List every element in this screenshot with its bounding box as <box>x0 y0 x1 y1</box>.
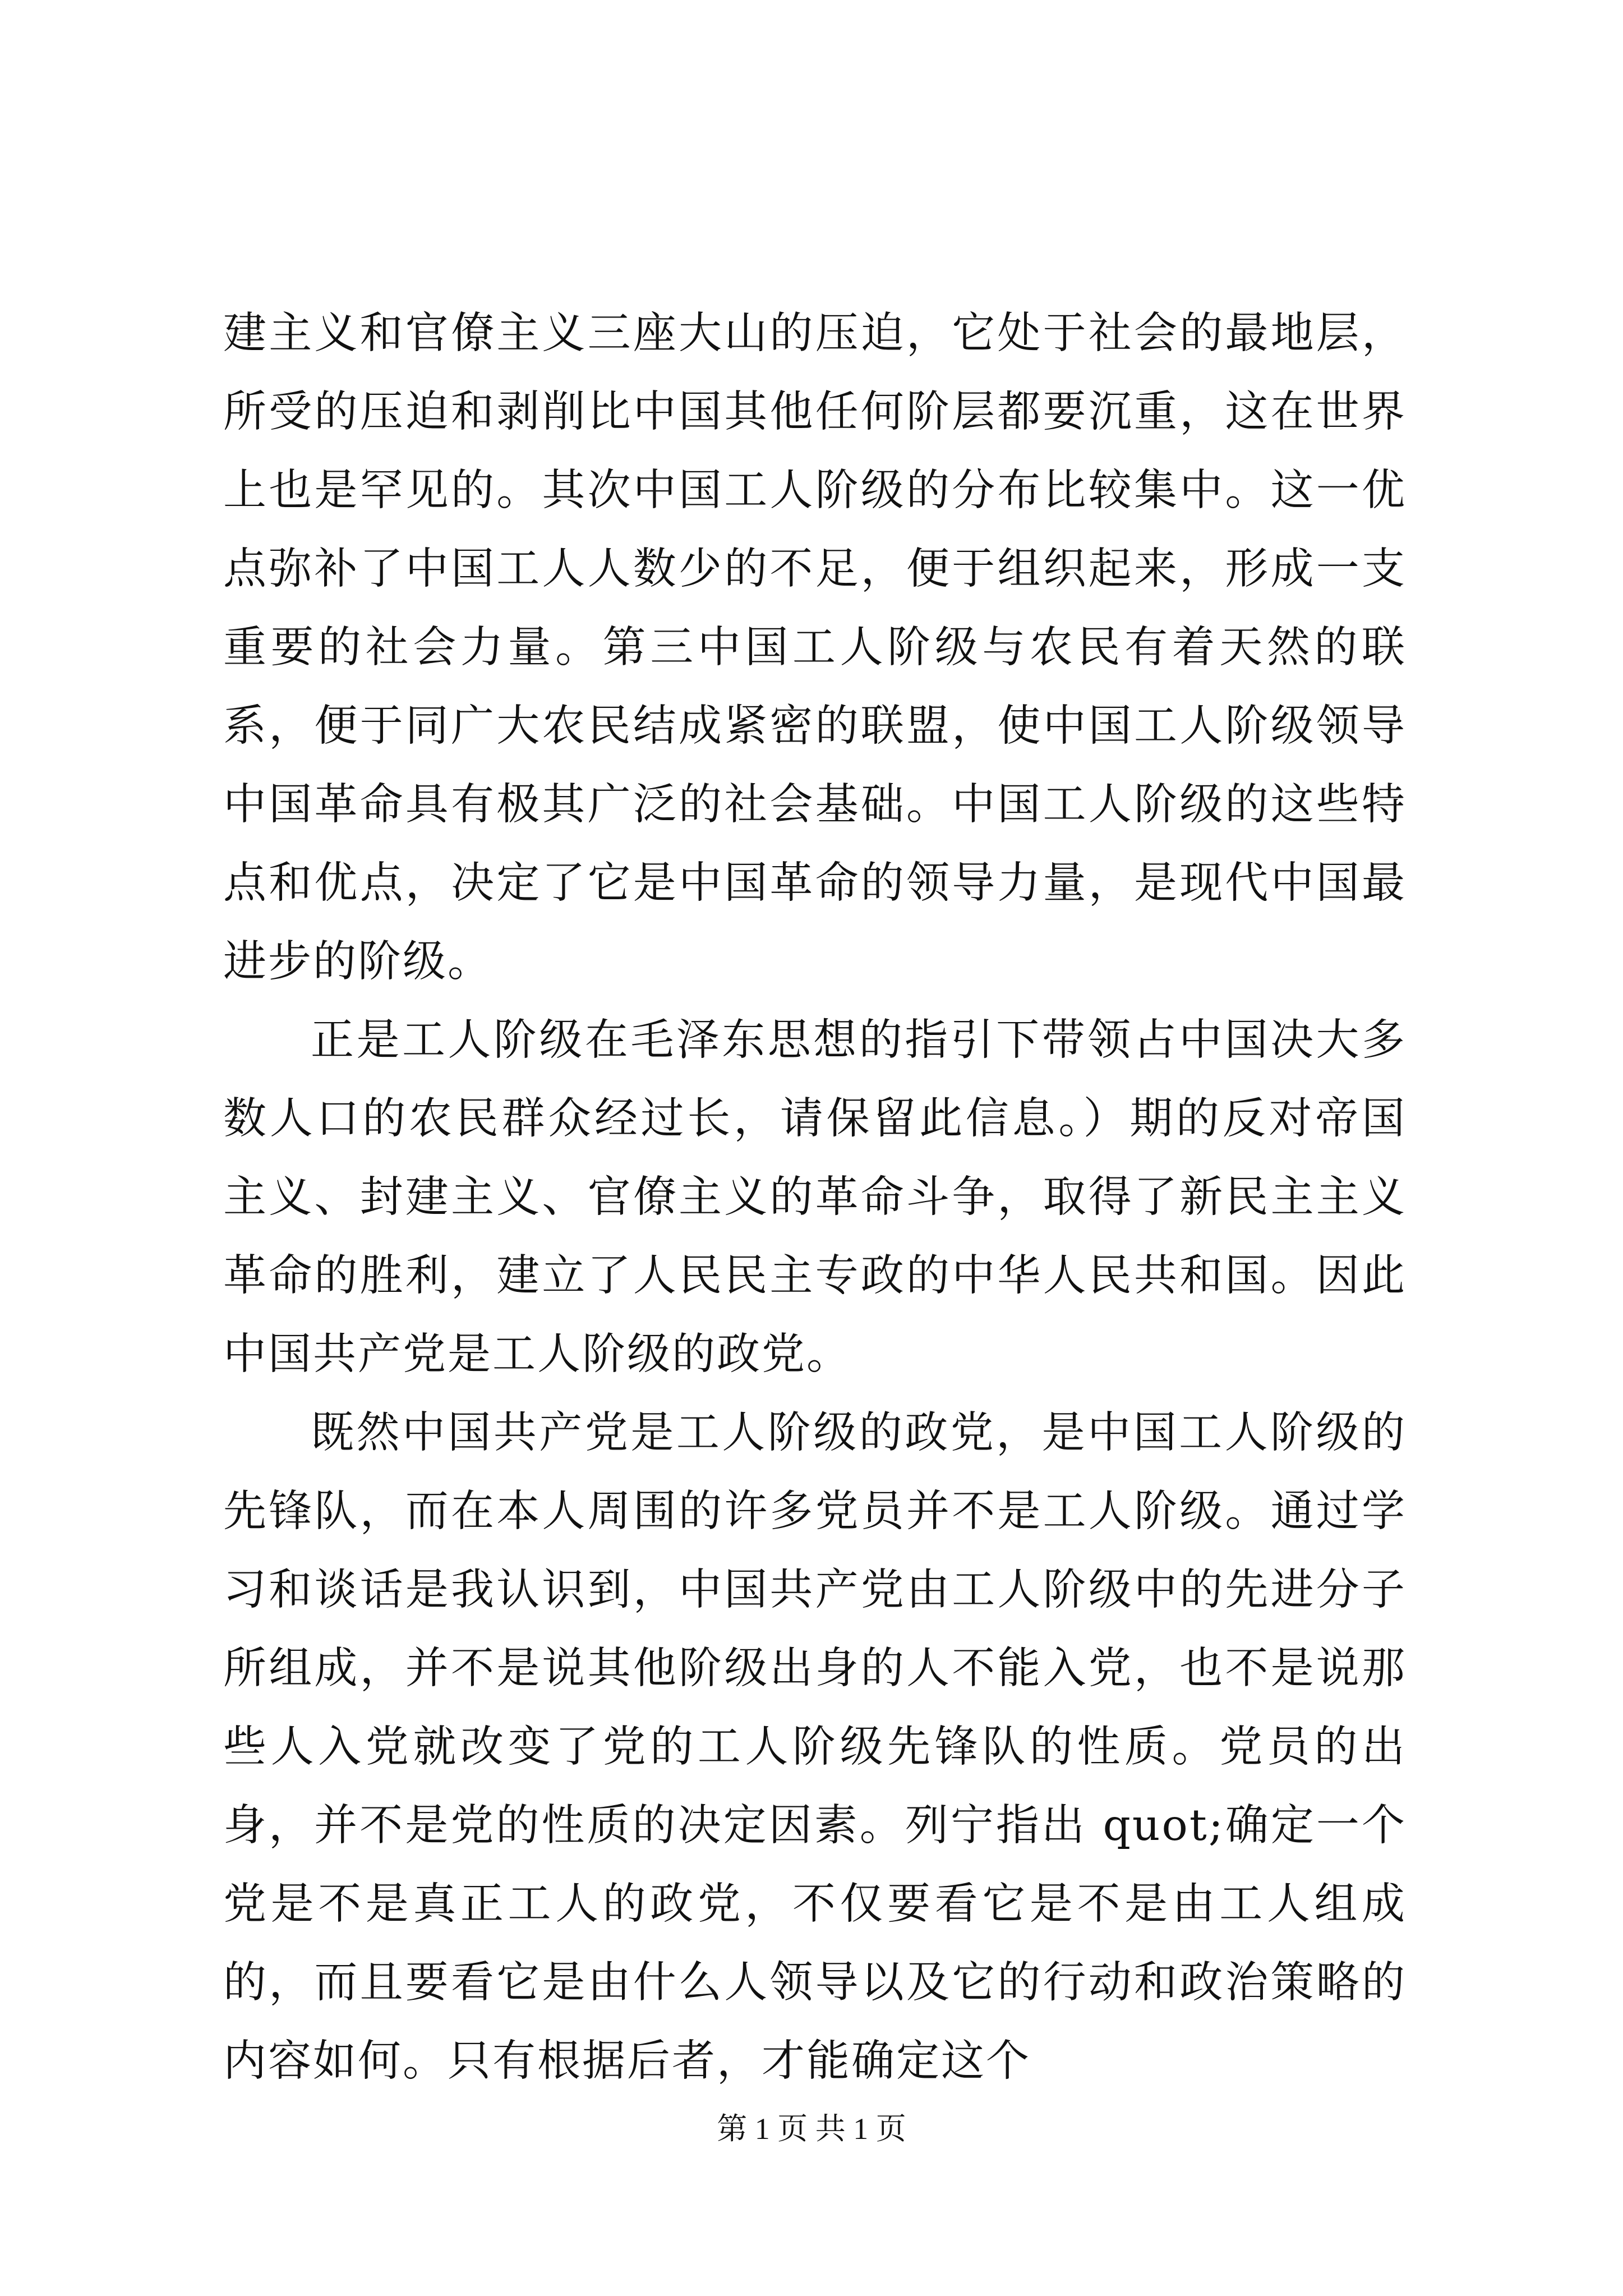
paragraph-1: 建主义和官僚主义三座大山的压迫，它处于社会的最地层，所受的压迫和剥削比中国其他任何阶层都要沉重，这在世界上也是罕见的。其次中国工人阶级的分布比较集中。这一优点弥补了中国工人人数少的不足，便于组织起来，形成一支重要的社会力量。第三中国工人阶级与农民有着天然的联系，便于同广大农民结成紧密的联盟，使中国工人阶级领导中国革命具有极其广泛的社会基础。中国工人阶级的这些特点和优点，决定了它是中国革命的领导力量，是现代中国最进步的阶级。 <box>223 309 1407 987</box>
page-number-label: 第 1 页 共 1 页 <box>717 2112 906 2146</box>
page-footer <box>0 2109 1623 2148</box>
paragraph-3: 既然中国共产党是工人阶级的政党，是中国工人阶级的先锋队，而在本人周围的许多党员并不是工人阶级。通过学习和谈话是我认识到，中国共产党由工人阶级中的先进分子所组成，并不是说其他阶级出身的人不能入党，也不是说那些人入党就改变了党的工人阶级先锋队的性质。党员的出身，并不是党的性质的决定因素。列宁指出 quot;确定一个党是不是真正工人的政党，不仅要看它是不是由工人组成的，而且要看它是由什么人领导以及它的行动和政治策略的内容如何。只有根据后者，才能确定这个 <box>223 1408 1407 2086</box>
document-body <box>223 295 1407 2101</box>
paragraph-2: 正是工人阶级在毛泽东思想的指引下带领占中国决大多数人口的农民群众经过长，请保留此信息。）期的反对帝国主义、封建主义、官僚主义的革命斗争，取得了新民主主义革命的胜利，建立了人民民主专政的中华人民共和国。因此中国共产党是工人阶级的政党。 <box>223 1015 1407 1379</box>
